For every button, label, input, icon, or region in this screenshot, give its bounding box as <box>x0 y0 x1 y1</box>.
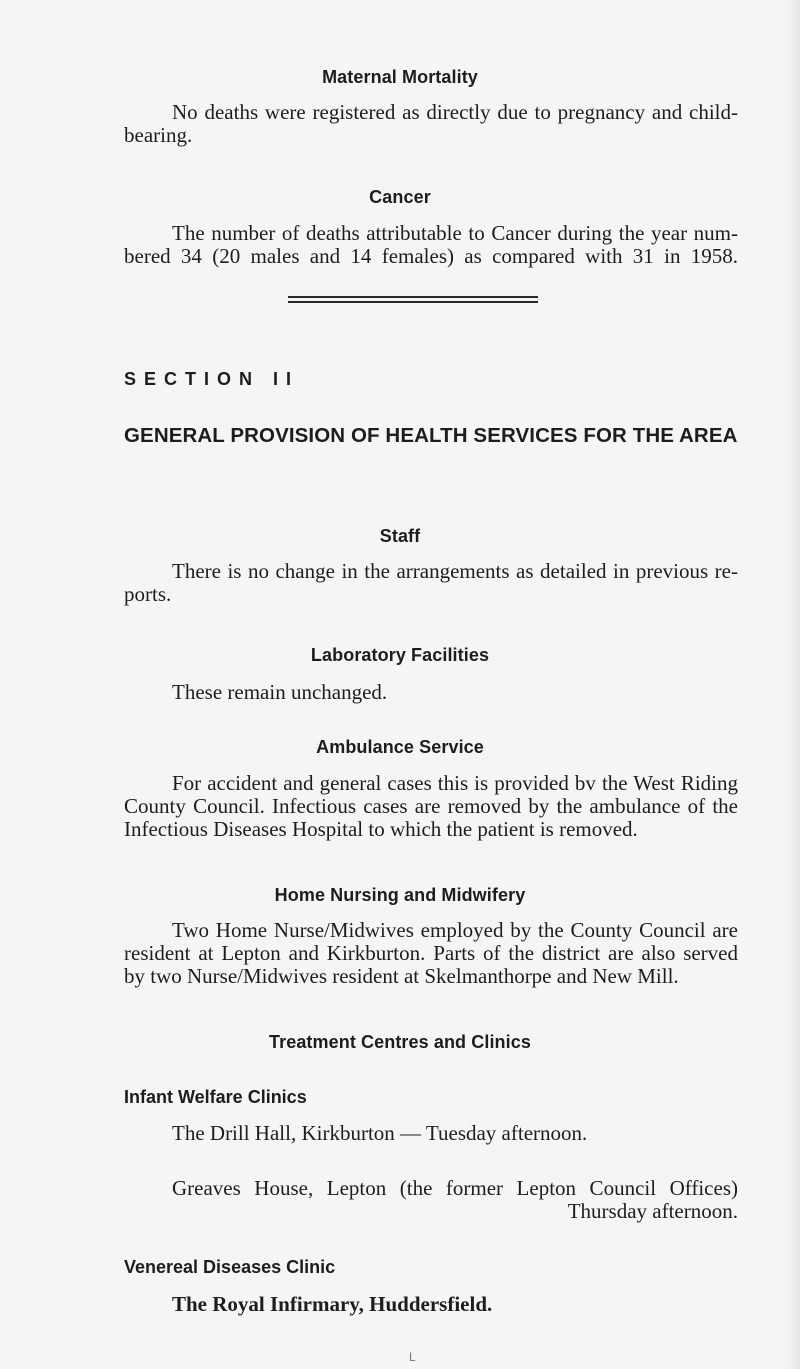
ambulance-text-line-2: County Council. Infectious cases are removed by the ambulance of the <box>124 794 738 818</box>
ambulance-heading: Ambulance Service <box>316 737 484 757</box>
page-mark: L <box>409 1350 416 1364</box>
maternal-mortality-text <box>124 101 738 147</box>
laboratory-heading: Laboratory Facilities <box>310 645 490 665</box>
infant-clinic-greaves-house <box>124 1177 738 1223</box>
cancer-text <box>124 222 738 268</box>
treatment-centres-heading: Treatment Centres and Clinics <box>269 1032 531 1052</box>
ambulance-text <box>124 772 738 841</box>
staff-heading: Staff <box>379 526 421 546</box>
venereal-diseases-heading: Venereal Diseases Clinic <box>124 1257 336 1277</box>
infant-clinic-drill-hall: The Drill Hall, Kirkburton — Tuesday afternoon. <box>172 1121 588 1145</box>
cancer-heading: Cancer <box>369 187 431 207</box>
ambulance-text-line-1: For accident and general cases this is provided bv the West Riding <box>172 771 738 795</box>
home-nursing-text-line-1: Two Home Nurse/Midwives employed by the County Council are <box>172 918 738 942</box>
greaves-house-line: Greaves House, Lepton (the former Lepton Council Offices) <box>172 1176 738 1200</box>
staff-text <box>124 560 738 606</box>
maternal-text-line-2: bearing. <box>124 123 193 147</box>
divider-rule-top <box>288 296 538 298</box>
maternal-text-line-1: No deaths were registered as directly due to pregnancy and child- <box>172 100 738 124</box>
greaves-house-time: Thursday afternoon. <box>567 1199 738 1223</box>
infant-welfare-heading: Infant Welfare Clinics <box>124 1087 307 1107</box>
cancer-text-line-2: bered 34 (20 males and 14 females) as compared with 31 in 1958. <box>124 244 738 268</box>
laboratory-text: These remain unchanged. <box>172 680 388 704</box>
home-nursing-text-line-2: resident at Lepton and Kirkburton. Parts of the district are also served <box>124 941 738 965</box>
ambulance-text-line-3: Infectious Diseases Hospital to which the patient is removed. <box>124 817 638 841</box>
home-nursing-text <box>124 919 738 988</box>
main-heading: GENERAL PROVISION OF HEALTH SERVICES FOR THE AREA <box>124 424 738 447</box>
staff-text-line-2: ports. <box>124 582 172 606</box>
home-nursing-heading: Home Nursing and Midwifery <box>274 885 526 905</box>
section-label: SECTION II <box>124 369 300 389</box>
divider-rule-bottom <box>288 301 538 303</box>
cancer-text-line-1: The number of deaths attributable to Cancer during the year num- <box>172 221 738 245</box>
venereal-clinic-location: The Royal Infirmary, Huddersfield. <box>172 1292 493 1316</box>
staff-text-line-1: There is no change in the arrangements as detailed in previous re- <box>172 559 738 583</box>
maternal-mortality-heading: Maternal Mortality <box>322 67 478 87</box>
home-nursing-text-line-3: by two Nurse/Midwives resident at Skelmanthorpe and New Mill. <box>124 964 679 988</box>
